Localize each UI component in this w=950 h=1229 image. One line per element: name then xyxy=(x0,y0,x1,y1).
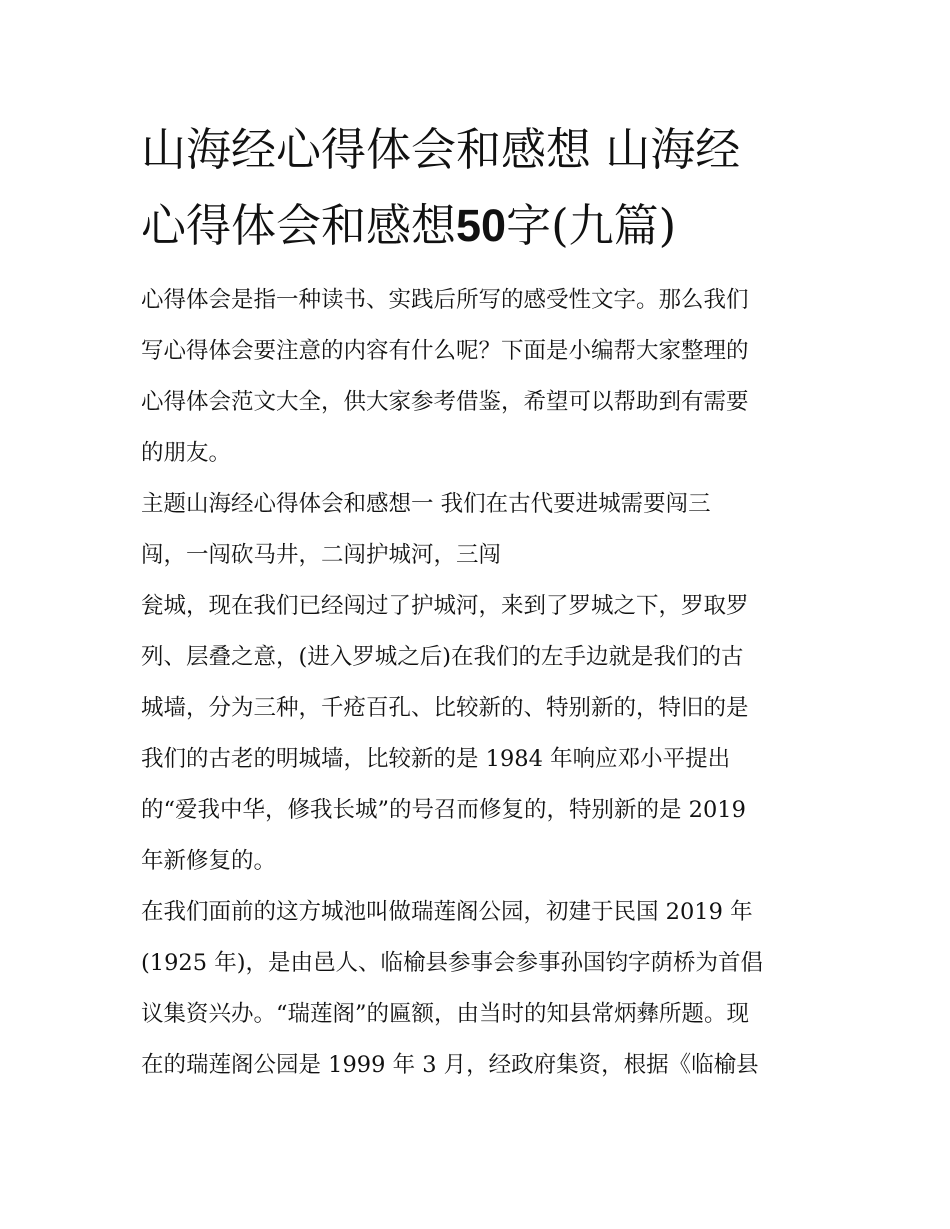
body-line: 在我们面前的这方城池叫做瑞莲阁公园，初建于民国 2019 年 xyxy=(141,899,753,925)
body-line: 闯，一闯砍马井，二闯护城河，三闯 xyxy=(141,542,502,568)
title-part-4: 字(九篇) xyxy=(506,199,677,252)
body-line: 列、层叠之意，(进入罗城之后)在我们的左手边就是我们的古 xyxy=(141,644,744,670)
body-line: (1925 年)，是由邑人、临榆县参事会参事孙国钧字荫桥为首倡 xyxy=(141,950,763,976)
body-line: 写心得体会要注意的内容有什么呢？下面是小编帮大家整理的 xyxy=(141,338,749,364)
body-line: 城墙，分为三种，千疮百孔、比较新的、特别新的，特旧的是 xyxy=(141,695,749,721)
document-title xyxy=(141,112,821,264)
title-number: 50 xyxy=(456,200,507,251)
body-line: 的“爱我中华，修我长城”的号召而修复的，特别新的是 2019 xyxy=(141,797,746,823)
body-line: 心得体会范文大全，供大家参考借鉴，希望可以帮助到有需要 xyxy=(141,389,749,415)
body-line: 议集资兴办。“瑞莲阁”的匾额，由当时的知县常炳彝所题。现 xyxy=(141,1001,750,1027)
body-line: 心得体会是指一种读书、实践后所写的感受性文字。那么我们 xyxy=(141,287,749,313)
body-line: 的朋友。 xyxy=(141,440,232,466)
body-line: 我们的古老的明城墙，比较新的是 1984 年响应邓小平提出 xyxy=(141,746,731,772)
body-line: 主题山海经心得体会和感想一 我们在古代要进城需要闯三 xyxy=(141,491,711,517)
body-line: 在的瑞莲阁公园是 1999 年 3 月，经政府集资，根据《临榆县 xyxy=(141,1052,759,1078)
title-part-2: 心得体会和感想 xyxy=(141,199,457,252)
body-line: 年新修复的。 xyxy=(141,848,277,874)
body-line: 瓮城，现在我们已经闯过了护城河，来到了罗城之下，罗取罗 xyxy=(141,593,749,619)
title-part-1: 山海经心得体会和感想 山海经 xyxy=(141,123,741,176)
